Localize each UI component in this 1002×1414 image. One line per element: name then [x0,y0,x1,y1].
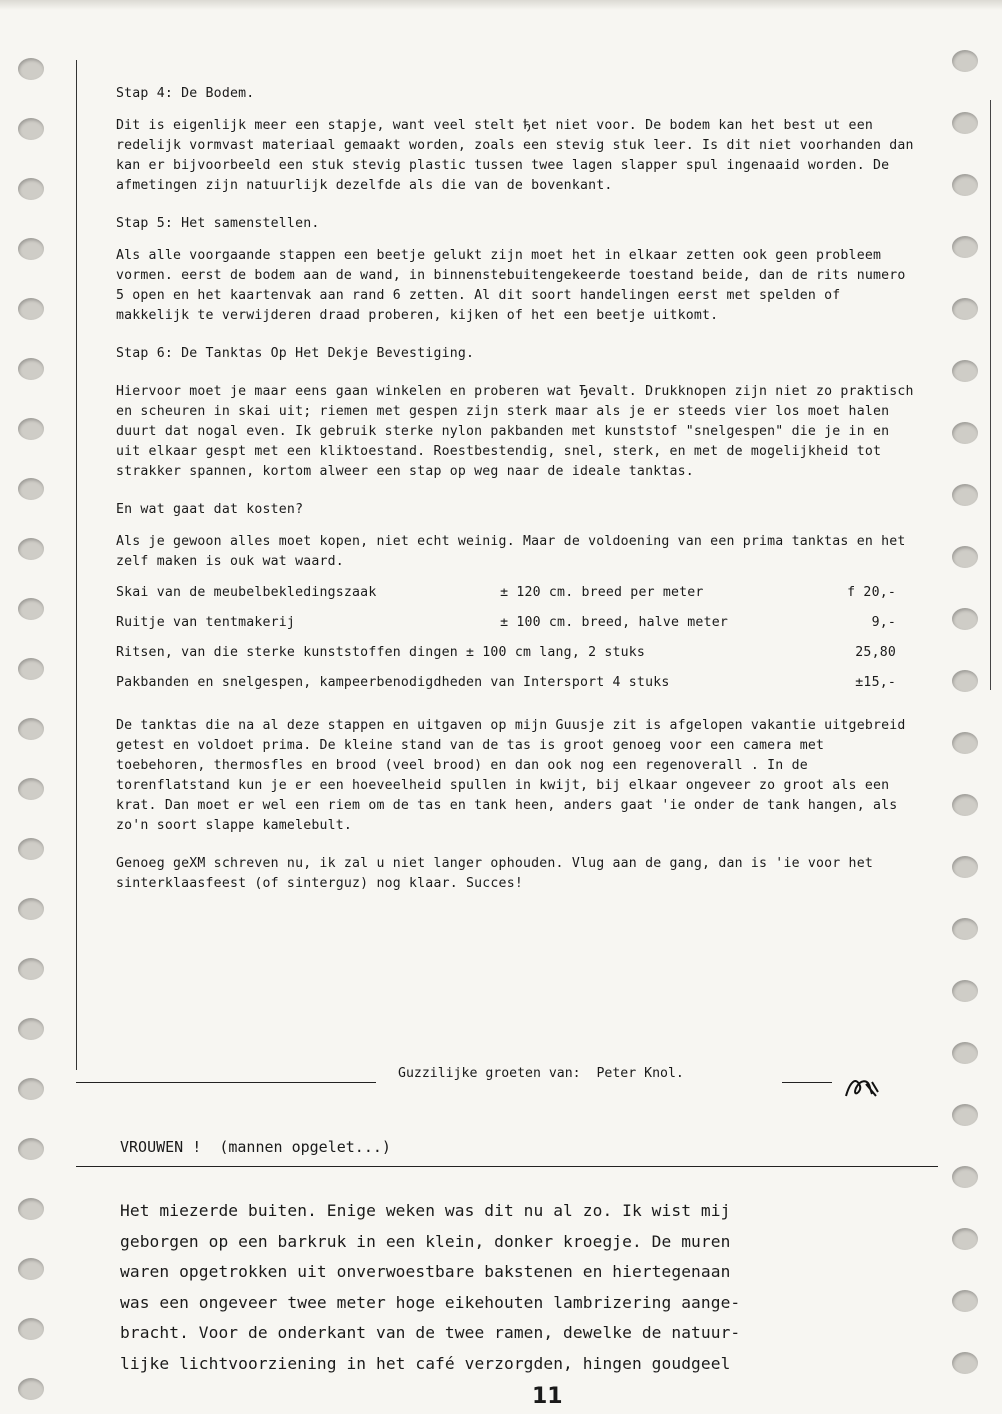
cost-price: 25,80 [855,645,896,660]
signoff-rule-right [782,1082,832,1083]
punch-hole [18,358,44,380]
punch-hole [18,58,44,80]
right-margin-rule [990,100,991,690]
punch-hole [952,1352,978,1374]
costs-heading: En wat gaat dat kosten? [116,502,304,517]
punch-hole [18,178,44,200]
cost-item: Skai van de meubelbekledingszaak [116,585,377,600]
left-punch-holes [18,0,58,1414]
punch-hole [18,718,44,740]
costs-intro: Als je gewoon alles moet kopen, niet echt weinig. Maar de voldoening van een prima tanktas en het zelf maken is ouk wat waard. [116,534,906,569]
handwritten-signature [842,1072,882,1102]
step6-text: Hiervoor moet je maar eens gaan winkelen en proberen wat Ђevalt. Drukknopen zijn niet zo praktisch en scheuren in skai uit; riemen met gespen zijn sterk maar als je er steeds vier los moet halen duurt dat nogal even. Ik gebruik sterke nylon pakbanden met kunststof "snelgespen" die je in en uit elkaar gespt met een kliktoestand. Roestbestendig, snel, sterk, en met de mogelijkheid tot strakker spannen, kortom alweer een stap op weg naar de ideale tanktas. [116,384,914,479]
punch-hole [952,980,978,1002]
punch-hole [952,608,978,630]
left-margin-rule [76,60,77,1070]
story-line: bracht. Voor de onderkant van de twee ramen, dewelke de natuur- [120,1323,741,1342]
story-line: lijke lichtvoorziening in het café verzorgden, hingen goudgeel [120,1353,731,1373]
punch-hole [18,478,44,500]
punch-hole [952,422,978,444]
cost-item: Ritsen, van die sterke kunststoffen dingen ± 100 cm lang, 2 stuks [116,645,646,660]
punch-hole [952,732,978,754]
punch-hole [952,112,978,134]
conclusion-text: De tanktas die na al deze stappen en uitgaven op mijn Guusje zit is afgelopen vakantie uitgebreid getest en voldoet prima. De kleine stand van de tas is groot genoeg voor een camera met toebehoren, thermosfles en brood (veel brood) en dan ook nog een regenoverall . In de torenflatstand kun je er een hoeveelheid spullen in kwijt, bij elkaar ongeveer zo groot als een krat. Dan moet er wel een riem om de tas en tank heen, anders gaat 'ie onder de tank hangen, als zo'n soort slappe kamelebult. [116,718,906,833]
punch-hole [18,118,44,140]
punch-hole [18,658,44,680]
cost-price: 9,- [871,615,896,630]
punch-hole [952,1042,978,1064]
story-line: waren opgetrokken uit onverwoestbare bakstenen en hiertegenaan [120,1262,731,1281]
punch-hole [18,838,44,860]
cost-row [116,638,896,668]
page-number: 11 [532,1384,563,1409]
punch-hole [18,1378,44,1400]
vrouwen-rule [76,1166,938,1167]
punch-hole [18,538,44,560]
step4-heading: Stap 4: De Bodem. [116,86,255,101]
punch-hole [952,484,978,506]
punch-hole [18,418,44,440]
punch-hole [952,670,978,692]
punch-hole [952,546,978,568]
step4-text: Dit is eigenlijk meer een stapje, want veel stelt ђet niet voor. De bodem kan het best ut een redelijk vormvast materiaal gemaakt worden, zoals een stevig stuk leer. Is dit niet voorhanden dan kan er bijvoorbeeld een stuk stevig plastic tussen twee lagen slapper spul ingenaaid worden. De afmetingen zijn natuurlijk dezelfde als die van de bovenkant. [116,118,914,193]
cost-row [116,578,896,608]
cost-table [116,578,896,698]
punch-hole [18,958,44,980]
punch-hole [952,360,978,382]
cost-item: Ruitje van tentmakerij [116,615,296,630]
signoff-text: Guzzilijke groeten van: Peter Knol. [398,1066,684,1081]
cost-item: Pakbanden en snelgespen, kampeerbenodigdheden van Intersport 4 stuks [116,675,670,690]
punch-hole [18,238,44,260]
punch-hole [18,1198,44,1220]
cost-size: ± 100 cm. breed, halve meter [500,615,728,630]
punch-hole [952,298,978,320]
punch-hole [952,1290,978,1312]
punch-hole [18,598,44,620]
punch-hole [952,174,978,196]
cost-row [116,668,896,698]
cost-row [116,608,896,638]
step5-text: Als alle voorgaande stappen een beetje gelukt zijn moet het in elkaar zetten ook geen probleem vormen. eerst de bodem aan de wand, in binnenstebuitengekeerde toestand beide, dan de rits numero 5 open en het kaartenvak aan rand 6 zetten. Al dit soort handelingen eerst met spelden of makkelijk te verwijderen draad proberen, kijken of het een beetje uitkomt. [116,248,906,323]
cost-size: ± 120 cm. breed per meter [500,585,704,600]
punch-hole [18,778,44,800]
punch-hole [18,298,44,320]
punch-hole [18,1018,44,1040]
punch-hole [952,918,978,940]
punch-hole [18,1138,44,1160]
closing-text: Genoeg geXM schreven nu, ik zal u niet langer ophouden. Vlug aan de gang, dan is 'ie voor het sinterklaasfeest (of sinterguz) nog klaar. Succes! [116,856,873,891]
punch-hole [18,898,44,920]
step6-heading: Stap 6: De Tanktas Op Het Dekje Bevestiging. [116,346,475,361]
page-top-edge [0,0,1002,10]
punch-hole [952,856,978,878]
signoff-rule-left [76,1082,376,1083]
vrouwen-story [120,1196,920,1379]
punch-hole [18,1258,44,1280]
punch-hole [952,1228,978,1250]
punch-hole [952,236,978,258]
punch-hole [952,50,978,72]
story-line: Het miezerde buiten. Enige weken was dit nu al zo. Ik wist mij [120,1201,731,1220]
punch-hole [952,794,978,816]
right-punch-holes [952,0,992,1414]
story-line: geborgen op een barkruk in een klein, donker kroegje. De muren [120,1231,731,1251]
step5-heading: Stap 5: Het samenstellen. [116,216,320,231]
punch-hole [952,1166,978,1188]
punch-hole [18,1078,44,1100]
cost-price: ±15,- [855,675,896,690]
tanktas-article [116,84,916,894]
signoff-row [76,1062,846,1092]
punch-hole [952,1104,978,1126]
story-line: was een ongeveer twee meter hoge eikehouten lambrizering aange- [120,1292,741,1312]
punch-hole [18,1318,44,1340]
cost-price: f 20,- [847,585,896,600]
vrouwen-heading: VROUWEN ! (mannen opgelet...) [120,1138,391,1156]
